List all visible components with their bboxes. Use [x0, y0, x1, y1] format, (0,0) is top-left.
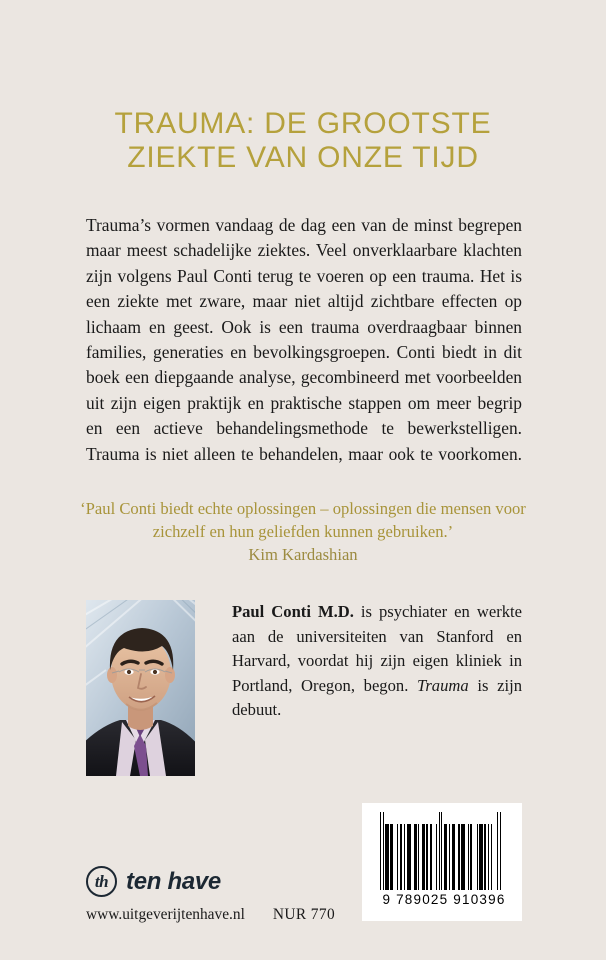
- title-line-1: TRAUMA: DE GROOTSTE: [114, 107, 492, 140]
- blurb-paragraph: Trauma’s vormen vandaag de dag een van de minst begrepen maar meest schadelijke ziektes. Veel onverklaarbare klachten zijn volgens Paul Conti terug te voeren op een trauma. Het is een ziekte met zware, maar niet altijd zichtbare effecten op lichaam en geest. Ook is een trauma overdraagbaar binnen families, generaties en bevolkingsgroepen. Conti biedt in dit boek een diepgaande analyse, gecombineerd met voorbeelden uit zijn eigen praktijk en praktische stappen om meer begrip en een actieve behandelingsmethode te bewerkstelligen. Trauma is niet alleen te behandelen, maar ook te voorkomen.: [86, 215, 522, 464]
- author-portrait-image: [86, 600, 195, 776]
- author-name: Paul Conti M.D.: [232, 602, 354, 621]
- page-title: [0, 107, 606, 175]
- publisher-name: ten have: [126, 867, 221, 895]
- publisher-footer: [86, 906, 335, 924]
- barcode-bars: [380, 812, 512, 890]
- title-line-2: ZIEKTE VAN ONZE TIJD: [127, 141, 479, 174]
- isbn-barcode: [362, 803, 522, 921]
- blurb-text: [86, 213, 522, 467]
- author-bio-part1: is psychiater en werkte aan de universiteiten van Stanford en Harvard, voordat hij zijn eigen kliniek in Portland, Oregon, begon.: [232, 602, 522, 695]
- nur-code: NUR 770: [272, 906, 336, 923]
- review-quote-source: Kim Kardashian: [248, 545, 358, 564]
- author-bio: [232, 600, 522, 723]
- publisher-logo: [86, 866, 221, 897]
- ten-have-monogram-icon: th: [86, 866, 117, 897]
- author-photo: [86, 600, 195, 776]
- publisher-website: www.uitgeverijtenhave.nl: [86, 906, 245, 923]
- author-bio-part2: is zijn debuut.: [232, 675, 522, 719]
- barcode-digits: 9 789025 910396: [382, 892, 506, 907]
- review-quote: ‘Paul Conti biedt echte oplossingen – oplossingen die mensen voor zichzelf en hun geliefden kunnen gebruiken.’: [80, 499, 526, 541]
- book-title-italic: Trauma: [417, 675, 469, 695]
